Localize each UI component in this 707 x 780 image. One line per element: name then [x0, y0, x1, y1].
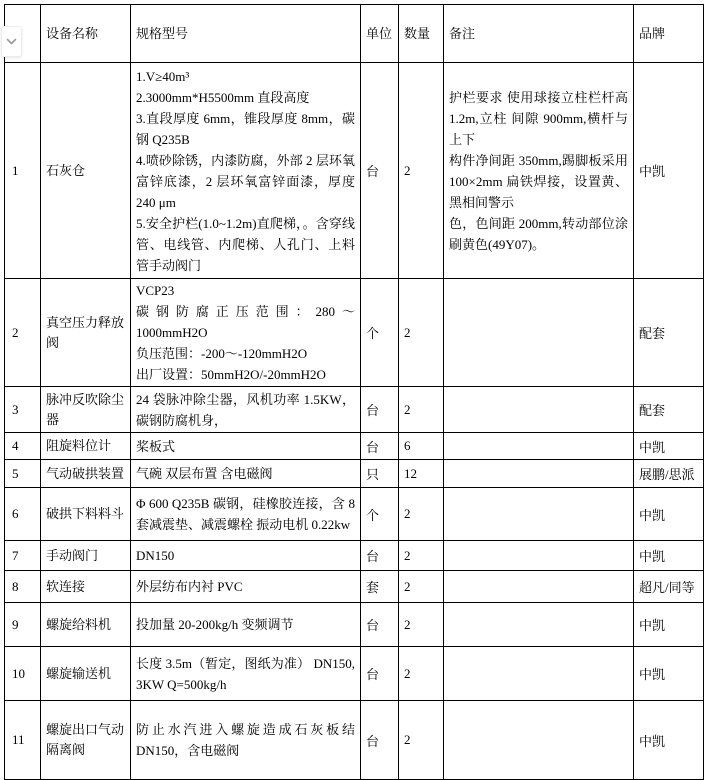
spec-paragraph: 长度 3.5m（暂定，图纸为准） DN150, 3KW Q=500kg/h: [136, 655, 355, 692]
cell-unit[interactable]: 个: [361, 488, 399, 541]
cell-unit[interactable]: 套: [361, 571, 399, 603]
cell-equipment-name[interactable]: 气动破拱装置: [41, 460, 131, 488]
cell-brand[interactable]: 中凯: [634, 701, 704, 780]
spec-paragraph: 1.V≥40m³: [136, 68, 190, 84]
table-row: [5, 387, 704, 433]
cell-equipment-name[interactable]: 石灰仓: [41, 63, 131, 279]
cell-quantity[interactable]: 2: [399, 387, 444, 433]
remark-paragraph: 构件净间距 350mm,踢脚板采用 100×2mm 扁铁焊接，设置黄、黑相间警示: [449, 152, 628, 210]
cell-index[interactable]: 1: [5, 63, 41, 279]
cell-quantity[interactable]: 2: [399, 701, 444, 780]
column-header-remark[interactable]: 备注: [444, 5, 634, 63]
column-header-spec[interactable]: 规格型号: [131, 5, 361, 63]
cell-quantity[interactable]: 2: [399, 279, 444, 387]
table-row: [5, 488, 704, 541]
cell-brand[interactable]: 中凯: [634, 647, 704, 701]
spec-paragraph: 气碗 双层布置 含电磁阀: [136, 466, 273, 481]
cell-brand[interactable]: 展鹏/思派: [634, 460, 704, 488]
cell-remark[interactable]: [444, 541, 634, 571]
cell-remark[interactable]: [444, 571, 634, 603]
cell-unit[interactable]: 台: [361, 433, 399, 460]
cell-index[interactable]: 11: [5, 701, 41, 780]
spec-paragraph: VCP23: [136, 283, 175, 298]
cell-brand[interactable]: 中凯: [634, 603, 704, 647]
cell-remark[interactable]: [444, 63, 634, 279]
table-header: [5, 5, 704, 63]
cell-unit[interactable]: 台: [361, 603, 399, 647]
spec-paragraph: 投加量 20-200kg/h 变频调节: [136, 617, 294, 632]
column-header-qty[interactable]: 数量: [399, 5, 444, 63]
cell-quantity[interactable]: 6: [399, 433, 444, 460]
cell-specification[interactable]: [131, 433, 361, 460]
cell-equipment-name[interactable]: 螺旋输送机: [41, 647, 131, 701]
cell-equipment-name[interactable]: 手动阀门: [41, 541, 131, 571]
cell-brand[interactable]: 配套: [634, 387, 704, 433]
cell-quantity[interactable]: 2: [399, 488, 444, 541]
cell-remark[interactable]: [444, 701, 634, 780]
row-toggle-button[interactable]: [1, 26, 22, 57]
remark-paragraph: 色，色间距 200mm,转动部位涂刷黄色(49Y07)。: [449, 215, 628, 252]
table-body: [5, 63, 704, 780]
equipment-spec-table: [4, 4, 704, 780]
cell-equipment-name[interactable]: 阻旋料位计: [41, 433, 131, 460]
cell-index[interactable]: 9: [5, 603, 41, 647]
cell-specification[interactable]: [131, 488, 361, 541]
cell-unit[interactable]: 只: [361, 460, 399, 488]
cell-equipment-name[interactable]: 脉冲反吹除尘器: [41, 387, 131, 433]
cell-equipment-name[interactable]: 螺旋出口气动隔离阀: [41, 701, 131, 780]
cell-remark[interactable]: [444, 603, 634, 647]
cell-quantity[interactable]: 2: [399, 647, 444, 701]
table-row: [5, 603, 704, 647]
cell-remark[interactable]: [444, 387, 634, 433]
cell-index[interactable]: 6: [5, 488, 41, 541]
cell-index[interactable]: 5: [5, 460, 41, 488]
table-row: [5, 433, 704, 460]
cell-quantity[interactable]: 2: [399, 63, 444, 279]
cell-remark[interactable]: [444, 647, 634, 701]
cell-specification[interactable]: [131, 701, 361, 780]
remark-paragraph: 护栏要求 使用球接立柱栏杆高 1.2m,立柱 间隙 900mm,横杆与上下: [449, 89, 628, 147]
cell-index[interactable]: 2: [5, 279, 41, 387]
cell-unit[interactable]: 台: [361, 63, 399, 279]
cell-brand[interactable]: 中凯: [634, 433, 704, 460]
cell-index[interactable]: 10: [5, 647, 41, 701]
cell-specification[interactable]: [131, 571, 361, 603]
table-row: [5, 460, 704, 488]
cell-unit[interactable]: 台: [361, 647, 399, 701]
cell-specification[interactable]: [131, 460, 361, 488]
table-row: [5, 63, 704, 279]
chevron-down-icon: [6, 38, 17, 46]
cell-index[interactable]: 4: [5, 433, 41, 460]
cell-unit[interactable]: 台: [361, 541, 399, 571]
spec-paragraph: 桨板式: [136, 438, 176, 454]
spec-paragraph: 碳钢防腐正压范围：280～1000mmH2O: [136, 304, 355, 340]
table-row: [5, 279, 704, 387]
spec-paragraph: DN150: [136, 548, 175, 563]
spec-paragraph: 出厂设置：50mmH2O/-20mmH2O: [136, 367, 326, 382]
cell-index[interactable]: 7: [5, 541, 41, 571]
cell-equipment-name[interactable]: 真空压力释放阀: [41, 279, 131, 387]
spec-paragraph: 4.喷砂除锈，内漆防腐，外部 2 层环氧富锌底漆，2 层环氧富锌面漆，厚度 240 μm: [136, 152, 355, 210]
spec-paragraph: 24 袋脉冲除尘器，风机功率 1.5KW，碳钢防腐机身，: [136, 391, 355, 428]
cell-quantity[interactable]: 2: [399, 603, 444, 647]
cell-quantity[interactable]: 2: [399, 541, 444, 571]
cell-specification[interactable]: [131, 647, 361, 701]
cell-quantity[interactable]: 2: [399, 571, 444, 603]
spec-paragraph: Φ 600 Q235B 碳钢，硅橡胶连接，含 8 套减震垫、减震螺栓 振动电机 0.22kw: [136, 496, 355, 532]
spec-paragraph: 3.直段厚度 6mm，锥段厚度 8mm，碳钢 Q235B: [136, 110, 355, 147]
cell-remark[interactable]: [444, 433, 634, 460]
table-row: [5, 541, 704, 571]
cell-quantity[interactable]: 12: [399, 460, 444, 488]
cell-specification[interactable]: [131, 603, 361, 647]
column-header-brand[interactable]: 品牌: [634, 5, 704, 63]
cell-unit[interactable]: 个: [361, 279, 399, 387]
table-row: [5, 571, 704, 603]
cell-equipment-name[interactable]: 软连接: [41, 571, 131, 603]
cell-brand[interactable]: 配套: [634, 279, 704, 387]
cell-index[interactable]: 3: [5, 387, 41, 433]
cell-equipment-name[interactable]: 螺旋给料机: [41, 603, 131, 647]
cell-remark[interactable]: [444, 488, 634, 541]
spec-paragraph: 2.3000mm*H5500mm 直段高度: [136, 89, 310, 105]
cell-brand[interactable]: 中凯: [634, 541, 704, 571]
table-row: [5, 647, 704, 701]
spec-paragraph: 5.安全护栏(1.0~1.2m)直爬梯，。含穿线管、电线管、内爬梯、人孔门、上料管手动阀门: [136, 215, 355, 273]
cell-brand[interactable]: 中凯: [634, 488, 704, 541]
cell-specification[interactable]: [131, 63, 361, 279]
table-row: [5, 701, 704, 780]
cell-index[interactable]: 8: [5, 571, 41, 603]
cell-specification[interactable]: [131, 279, 361, 387]
cell-specification[interactable]: [131, 387, 361, 433]
cell-brand[interactable]: 超凡/同等: [634, 571, 704, 603]
column-header-name[interactable]: 设备名称: [41, 5, 131, 63]
cell-equipment-name[interactable]: 破拱下料料斗: [41, 488, 131, 541]
header-row: [5, 5, 704, 63]
cell-remark[interactable]: [444, 279, 634, 387]
cell-remark[interactable]: [444, 460, 634, 488]
spec-paragraph: 防止水汽进入螺旋造成石灰板结 DN150，含电磁阀: [136, 722, 355, 758]
cell-unit[interactable]: 台: [361, 387, 399, 433]
column-header-unit[interactable]: 单位: [361, 5, 399, 63]
spec-paragraph: 外层纺布内衬 PVC: [136, 579, 243, 594]
cell-specification[interactable]: [131, 541, 361, 571]
cell-brand[interactable]: 中凯: [634, 63, 704, 279]
spec-paragraph: 负压范围：-200～-120mmH2O: [136, 346, 308, 361]
cell-unit[interactable]: 台: [361, 701, 399, 780]
